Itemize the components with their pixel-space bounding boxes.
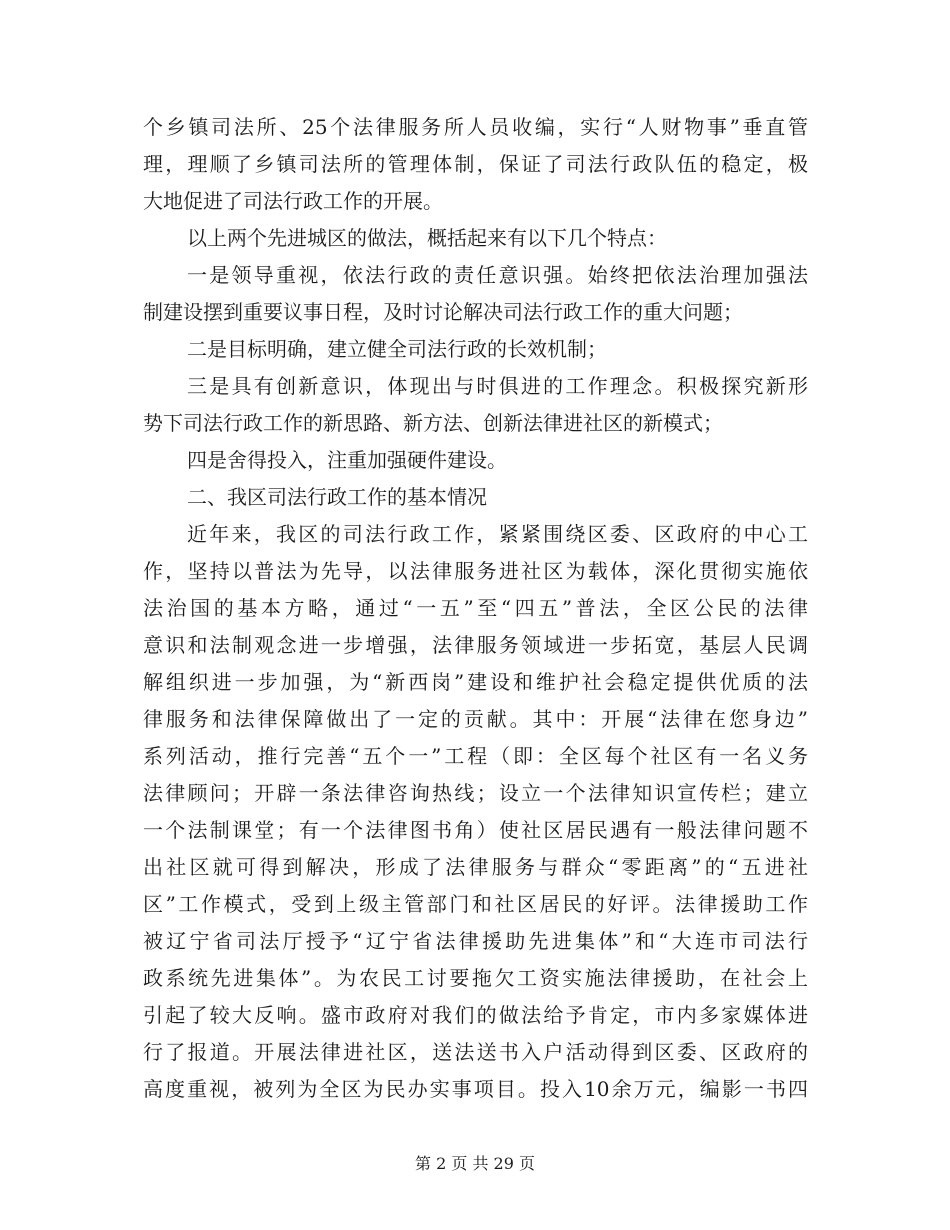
text-line: 二是目标明确，建立健全司法行政的长效机制； (187, 337, 607, 361)
text-line: 区”工作模式，受到上级主管部门和社区居民的好评。法律援助工作 (143, 892, 808, 916)
text-line: 一是领导重视，依法行政的责任意识强。始终把依法治理加强法 (187, 263, 808, 287)
text-line: 被辽宁省司法厅授予“辽宁省法律援助先进集体”和“大连市司法行 (143, 929, 808, 953)
text-line: 作，坚持以普法为先导，以法律服务进社区为载体，深化贯彻实施依 (143, 559, 808, 583)
text-line: 四是舍得投入，注重加强硬件建设。 (187, 448, 507, 472)
text-line: 意识和法制观念进一步增强，法律服务领域进一步拓宽，基层人民调 (143, 633, 808, 657)
text-line: 理，理顺了乡镇司法所的管理体制，保证了司法行政队伍的稳定，极 (143, 152, 808, 176)
text-line: 法治国的基本方略，通过“一五”至“四五”普法，全区公民的法律 (143, 596, 808, 620)
text-line: 系列活动，推行完善“五个一”工程（即：全区每个社区有一名义务 (143, 744, 808, 768)
text-line: 行了报道。开展法律进社区，送法送书入户活动得到区委、区政府的 (143, 1040, 808, 1064)
page-footer: 第 2 页 共 29 页 (415, 1154, 535, 1173)
text-line: 大地促进了司法行政工作的开展。 (143, 189, 443, 213)
text-line: 个乡镇司法所、25个法律服务所人员收编，实行“人财物事”垂直管 (143, 115, 808, 139)
document-body (143, 109, 808, 1108)
text-line: 出社区就可得到解决，形成了法律服务与群众“零距离”的“五进社 (143, 855, 808, 879)
text-line: 近年来，我区的司法行政工作，紧紧围绕区委、区政府的中心工 (187, 522, 808, 546)
text-line: 制建设摆到重要议事日程，及时讨论解决司法行政工作的重大问题； (143, 300, 743, 324)
text-line: 三是具有创新意识，体现出与时俱进的工作理念。积极探究新形 (187, 374, 808, 398)
text-line: 一个法制课堂；有一个法律图书角）使社区居民遇有一般法律问题不 (143, 818, 808, 842)
text-line: 以上两个先进城区的做法，概括起来有以下几个特点： (187, 226, 667, 250)
text-line: 法律顾问；开辟一条法律咨询热线；设立一个法律知识宣传栏；建立 (143, 781, 808, 805)
text-line: 政系统先进集体”。为农民工讨要拖欠工资实施法律援助，在社会上 (143, 966, 808, 990)
text-line: 引起了较大反响。盛市政府对我们的做法给予肯定，市内多家媒体进 (143, 1003, 808, 1027)
text-line: 解组织进一步加强，为“新西岗”建设和维护社会稳定提供优质的法 (143, 670, 808, 694)
text-line: 高度重视，被列为全区为民办实事项目。投入10余万元，编影一书四 (143, 1077, 808, 1101)
text-line: 二、我区司法行政工作的基本情况 (187, 485, 487, 509)
text-line: 律服务和法律保障做出了一定的贡献。其中：开展“法律在您身边” (143, 707, 808, 731)
text-line: 势下司法行政工作的新思路、新方法、创新法律进社区的新模式； (143, 411, 723, 435)
